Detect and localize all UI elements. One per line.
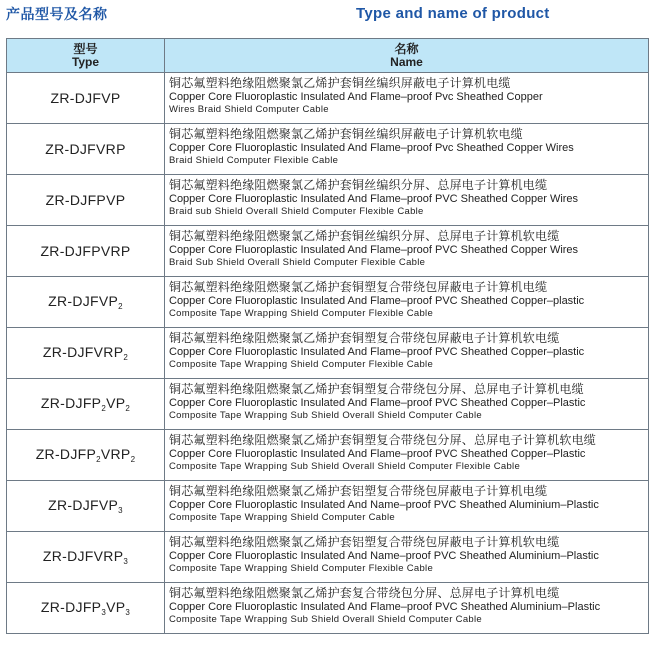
- type-base: ZR-DJFP: [40, 599, 102, 615]
- table-row: [7, 73, 649, 124]
- type-subscript-2: 3: [125, 608, 131, 617]
- table-row: [7, 226, 649, 277]
- type-cell: [7, 277, 165, 328]
- name-cn: 铜芯氟塑料绝缘阻燃聚氯乙烯护套铜塑复合带绕包屏蔽电子计算机软电缆: [169, 331, 560, 345]
- name-en-line2: Composite Tape Wrapping Sub Shield Overall Shield Computer Cable: [169, 410, 482, 421]
- table-header-row: [7, 39, 649, 73]
- type-subscript-2: 2: [125, 404, 131, 413]
- table-row: [7, 583, 649, 634]
- product-table: [6, 38, 649, 634]
- type-base: ZR-DJFVP: [50, 90, 121, 106]
- type-subscript: 3: [101, 608, 107, 617]
- name-en-line1: Copper Core Fluoroplastic Insulated And Flame–proof PVC Sheathed Copper–Plastic: [169, 397, 586, 409]
- name-en-line1: Copper Core Fluoroplastic Insulated And Name–proof PVC Sheathed Aluminium–Plastic: [169, 550, 599, 562]
- name-en-line1: Copper Core Fluoroplastic Insulated And Flame–proof PVC Sheathed Copper–plastic: [169, 346, 585, 358]
- type-cell: [7, 328, 165, 379]
- name-en-line2: Braid Shield Computer Flexible Cable: [169, 155, 339, 166]
- name-cell: [165, 226, 649, 277]
- name-cell: [165, 379, 649, 430]
- name-en-line2: Braid sub Shield Overall Shield Computer Flexible Cable: [169, 206, 424, 217]
- table-row: [7, 277, 649, 328]
- name-en-line2: Wires Braid Shield Computer Cable: [169, 104, 329, 115]
- table-row: [7, 328, 649, 379]
- name-cell: [165, 532, 649, 583]
- type-base: ZR-DJFPVP: [45, 192, 126, 208]
- header-type-cn: 型号: [73, 41, 98, 56]
- name-en-line2: Composite Tape Wrapping Shield Computer Flexible Cable: [169, 308, 434, 319]
- table-row: [7, 124, 649, 175]
- header-type: [7, 39, 165, 73]
- name-cn: 铜芯氟塑料绝缘阻燃聚氯乙烯护套铜塑复合带绕包分屏、总屏电子计算机电缆: [169, 382, 584, 396]
- table-row: [7, 379, 649, 430]
- name-en-line1: Copper Core Fluoroplastic Insulated And Name–proof PVC Sheathed Aluminium–Plastic: [169, 499, 599, 511]
- name-cn: 铜芯氟塑料绝缘阻燃聚氯乙烯护套铜丝编织分屏、总屏电子计算机软电缆: [169, 229, 560, 243]
- type-cell: [7, 124, 165, 175]
- name-en-line2: Composite Tape Wrapping Sub Shield Overall Shield Computer Cable: [169, 614, 482, 625]
- type-base: ZR-DJFVP: [48, 293, 119, 309]
- type-cell: [7, 379, 165, 430]
- name-cell: [165, 175, 649, 226]
- type-base: ZR-DJFP: [40, 395, 102, 411]
- table-row: [7, 430, 649, 481]
- type-subscript: 3: [123, 557, 129, 566]
- name-en-line1: Copper Core Fluoroplastic Insulated And Flame–proof PVC Sheathed Copper Wires: [169, 193, 579, 205]
- name-en-line1: Copper Core Fluoroplastic Insulated And Flame–proof PVC Sheathed Copper Wires: [169, 244, 579, 256]
- header-name-en: Name: [390, 54, 423, 69]
- type-cell: [7, 175, 165, 226]
- type-cell: [7, 430, 165, 481]
- section-title-en: Type and name of product: [356, 5, 550, 22]
- name-cn: 铜芯氟塑料绝缘阻燃聚氯乙烯护套复合带绕包分屏、总屏电子计算机电缆: [169, 586, 560, 600]
- type-cell: [7, 481, 165, 532]
- name-cell: [165, 277, 649, 328]
- name-en-line1: Copper Core Fluoroplastic Insulated And Flame–proof Pvc Sheathed Copper: [169, 91, 543, 103]
- type-subscript-2: 2: [130, 455, 136, 464]
- name-cn: 铜芯氟塑料绝缘阻燃聚氯乙烯护套铜丝编织分屏、总屏电子计算机电缆: [169, 178, 548, 192]
- name-cn: 铜芯氟塑料绝缘阻燃聚氯乙烯护套铜塑复合带绕包屏蔽电子计算机电缆: [169, 280, 548, 294]
- name-cell: [165, 481, 649, 532]
- name-en-line1: Copper Core Fluoroplastic Insulated And Flame–proof Pvc Sheathed Copper Wires: [169, 142, 574, 154]
- type-cell: [7, 532, 165, 583]
- name-en-line2: Composite Tape Wrapping Shield Computer Flexible Cable: [169, 359, 434, 370]
- name-cn: 铜芯氟塑料绝缘阻燃聚氯乙烯护套铜丝编织屏蔽电子计算机电缆: [169, 76, 511, 90]
- type-base: ZR-DJFVRP: [45, 141, 126, 157]
- name-en-line2: Composite Tape Wrapping Sub Shield Overall Shield Computer Flexible Cable: [169, 461, 521, 472]
- type-subscript: 3: [118, 506, 123, 515]
- name-en-line2: Composite Tape Wrapping Shield Computer Flexible Cable: [169, 563, 434, 574]
- name-cell: [165, 328, 649, 379]
- type-tail: VP: [106, 599, 126, 615]
- name-cn: 铜芯氟塑料绝缘阻燃聚氯乙烯护套铜丝编织屏蔽电子计算机软电缆: [169, 127, 523, 141]
- header-name: [165, 39, 649, 73]
- header-type-en: Type: [71, 54, 100, 69]
- name-en-line2: Composite Tape Wrapping Shield Computer Cable: [169, 512, 395, 523]
- name-cell: [165, 430, 649, 481]
- type-base: ZR-DJFPVRP: [40, 243, 131, 259]
- name-cell: [165, 583, 649, 634]
- type-subscript: 2: [96, 455, 101, 464]
- name-en-line1: Copper Core Fluoroplastic Insulated And Flame–proof PVC Sheathed Aluminium–Plastic: [169, 601, 601, 613]
- type-cell: [7, 226, 165, 277]
- type-cell: [7, 583, 165, 634]
- name-cn: 铜芯氟塑料绝缘阻燃聚氯乙烯护套铝塑复合带绕包屏蔽电子计算机电缆: [169, 484, 548, 498]
- table-row: [7, 481, 649, 532]
- type-base: ZR-DJFVRP: [42, 344, 124, 360]
- type-subscript: 2: [118, 302, 123, 311]
- type-subscript: 2: [123, 353, 129, 362]
- name-cn: 铜芯氟塑料绝缘阻燃聚氯乙烯护套铝塑复合带绕包屏蔽电子计算机软电缆: [169, 535, 560, 549]
- name-cell: [165, 73, 649, 124]
- type-base: ZR-DJFVRP: [42, 548, 124, 564]
- header-name-cn: 名称: [394, 41, 419, 56]
- section-title-cn: 产品型号及名称: [6, 7, 108, 23]
- type-tail: VRP: [100, 446, 131, 462]
- type-tail: VP: [106, 395, 126, 411]
- name-en-line1: Copper Core Fluoroplastic Insulated And Flame–proof PVC Sheathed Copper–Plastic: [169, 448, 586, 460]
- name-en-line1: Copper Core Fluoroplastic Insulated And Flame–proof PVC Sheathed Copper–plastic: [169, 295, 585, 307]
- type-cell: [7, 73, 165, 124]
- type-base: ZR-DJFVP: [48, 497, 119, 513]
- name-en-line2: Braid Sub Shield Overall Shield Computer Flexible Cable: [169, 257, 426, 268]
- type-base: ZR-DJFP: [35, 446, 97, 462]
- name-cell: [165, 124, 649, 175]
- name-cn: 铜芯氟塑料绝缘阻燃聚氯乙烯护套铜塑复合带绕包分屏、总屏电子计算机软电缆: [169, 433, 597, 447]
- type-subscript: 2: [101, 404, 107, 413]
- table-row: [7, 532, 649, 583]
- table-row: [7, 175, 649, 226]
